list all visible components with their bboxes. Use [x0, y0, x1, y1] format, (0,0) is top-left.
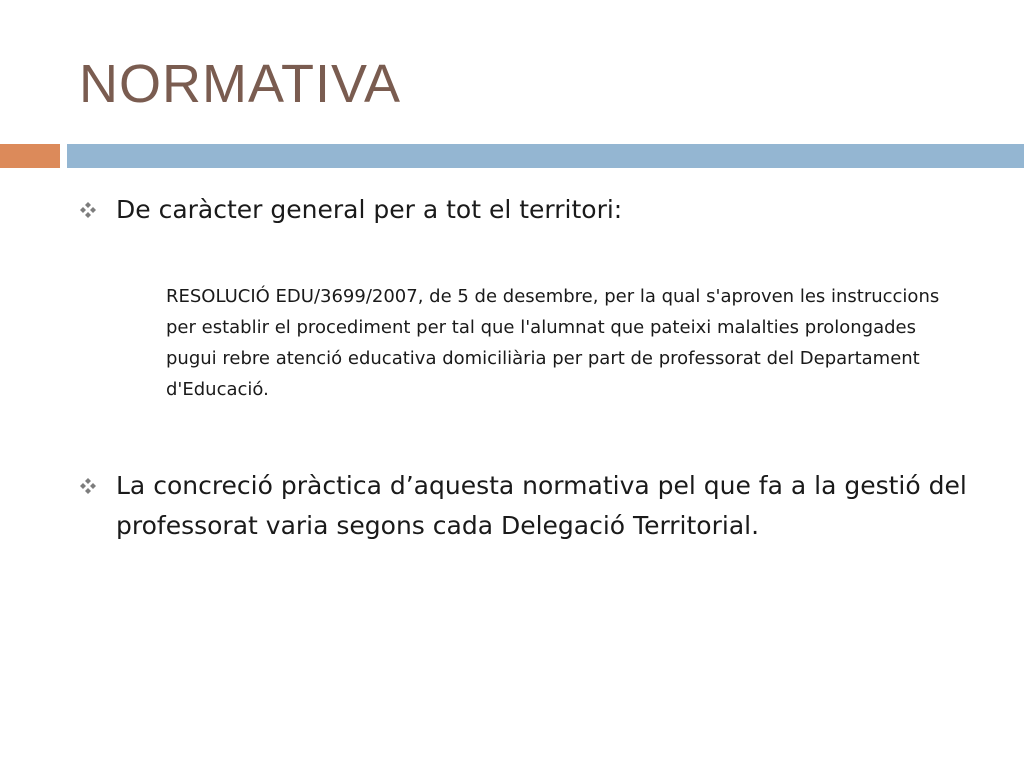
- slide-title: NORMATIVA: [79, 54, 402, 114]
- four-diamond-bullet-icon: [78, 476, 98, 496]
- bullet-text: La concreció pràctica d’aquesta normativa pel que fa a la gestió del professorat varia segons cada Delegació Territorial.: [116, 471, 967, 540]
- bullet-text: De caràcter general per a tot el territori:: [116, 195, 623, 224]
- four-diamond-bullet-icon: [78, 200, 98, 220]
- bullet-item-concrecio: [78, 466, 998, 546]
- accent-bar-blue: [67, 144, 1024, 168]
- bullet-item-general: [78, 190, 998, 230]
- resolution-paragraph: RESOLUCIÓ EDU/3699/2007, de 5 de desembre, per la qual s'aproven les instruccions per establir el procediment per tal que l'alumnat que pateixi malalties prolongades pugui rebre atenció educativa domiciliària per part de professorat del Departament d'Educació.: [166, 286, 940, 400]
- accent-bar-orange: [0, 144, 60, 168]
